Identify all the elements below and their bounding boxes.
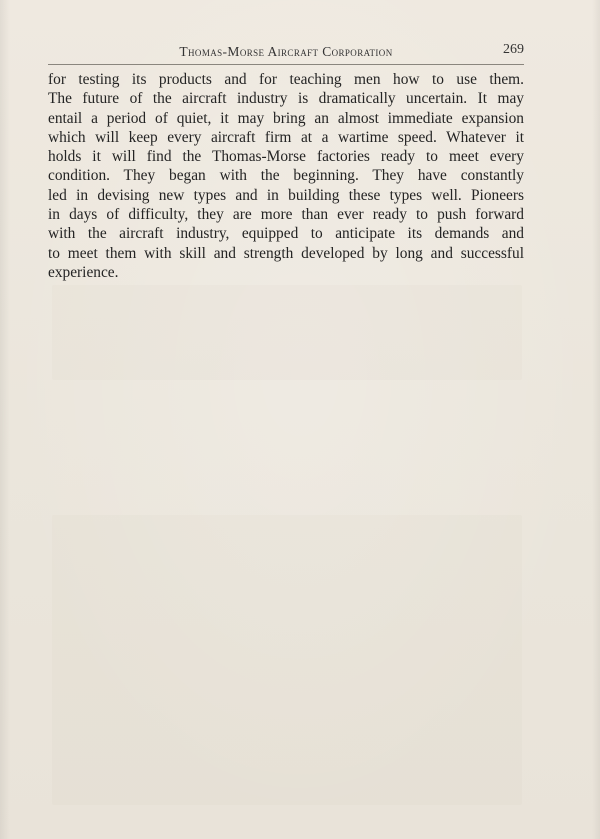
page-number: 269 <box>503 42 524 57</box>
text-line: experience. <box>48 263 119 281</box>
text-line: in days of difficulty, they are more than ever ready to push forward <box>48 206 524 224</box>
running-title: Thomas-Morse Aircraft Corporation <box>179 44 393 59</box>
text-line: for testing its products and for teaching men how to use them. <box>48 71 524 88</box>
text-line: The future of the aircraft industry is dramatically uncertain. It may <box>48 90 524 108</box>
page-header <box>48 36 524 62</box>
text-line: entail a period of quiet, it may bring an almost immediate expansion <box>48 109 524 127</box>
body-paragraph <box>48 70 524 282</box>
header-rule <box>48 64 524 65</box>
paper-show-through <box>52 285 522 380</box>
text-line: holds it will find the Thomas-Morse factories ready to meet every <box>48 148 524 166</box>
text-line: to meet them with skill and strength developed by long and successful <box>48 244 524 262</box>
text-line: led in devising new types and in building these types well. Pioneers <box>48 186 524 204</box>
text-line: which will keep every aircraft firm at a wartime speed. Whatever it <box>48 128 524 146</box>
text-line: condition. They began with the beginning. They have constantly <box>48 167 524 185</box>
text-line: with the aircraft industry, equipped to anticipate its demands and <box>48 225 524 243</box>
paper-show-through <box>52 515 522 805</box>
